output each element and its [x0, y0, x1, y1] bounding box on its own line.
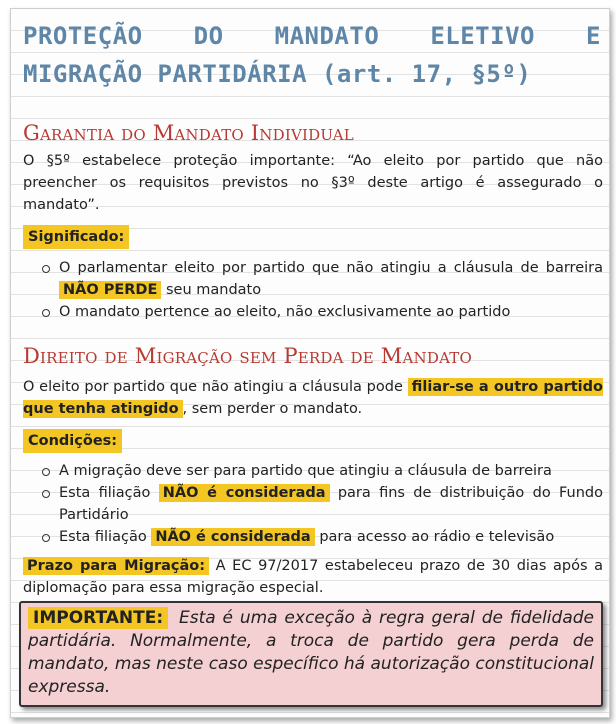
tag-deadline: Prazo para Migração: [23, 557, 209, 575]
tag-conditions: Condições: [23, 429, 122, 453]
item-text: O parlamentar eleito por partido que não atingiu a cláusula de barreira [59, 260, 603, 276]
list-item: O mandato pertence ao eleito, não exclusivamente ao partido [23, 301, 603, 323]
title-line-1: PROTEÇÃO DO MANDATO ELETIVO E [23, 22, 601, 50]
meaning-list [23, 257, 603, 323]
list-item [23, 526, 603, 548]
page-title [23, 17, 601, 93]
note-page [10, 8, 610, 718]
section-heading-migration: Direito de Migração sem Perda de Mandato [23, 344, 472, 368]
section1-intro: O §5º estabelece proteção importante: “Ao eleito por partido que não preencher os requisitos previstos no §3º deste artigo é assegurado o mandato”. [23, 153, 603, 213]
deadline-paragraph [23, 555, 603, 599]
list-item: A migração deve ser para partido que atingiu a cláusula de barreira [23, 460, 603, 482]
deadline-text: A EC 97/2017 estabeleceu prazo de 30 dias após a diplomação para essa migração especial. [23, 558, 604, 596]
highlight-filiar: filiar-se a outro partido que tenha atingido [23, 379, 603, 417]
item-text: para fins de distribuição do Fundo Partidário [59, 485, 603, 523]
item-text: seu mandato [161, 282, 262, 298]
section-heading-guarantee: Garantia do Mandato Individual [23, 121, 354, 145]
item-text: Esta filiação [59, 529, 152, 545]
item-text: para acesso ao rádio e televisão [314, 529, 555, 545]
title-line-2: MIGRAÇÃO PARTIDÁRIA (art. 17, §5º) [23, 60, 532, 88]
highlight-nao-considerada: NÃO é considerada [159, 484, 330, 502]
important-callout [19, 601, 603, 707]
important-label: IMPORTANTE: [28, 607, 168, 629]
intro-text: , sem perder o mandato. [182, 401, 363, 417]
item-text: Esta filiação [59, 485, 159, 501]
conditions-list [23, 460, 603, 548]
list-item [23, 257, 603, 301]
tag-meaning: Significado: [23, 225, 129, 249]
list-item [23, 482, 603, 526]
intro-text: O eleito por partido que não atingiu a cláusula pode [23, 379, 408, 395]
highlight-nao-perde: NÃO PERDE [59, 281, 161, 299]
highlight-nao-considerada: NÃO é considerada [151, 528, 314, 546]
section2-intro [23, 376, 603, 420]
important-text: Esta é uma exceção à regra geral de fidelidade partidária. Normalmente, a troca de partido gera perda de mandato, mas neste caso específico há autorização constitucional expressa. [28, 608, 594, 697]
